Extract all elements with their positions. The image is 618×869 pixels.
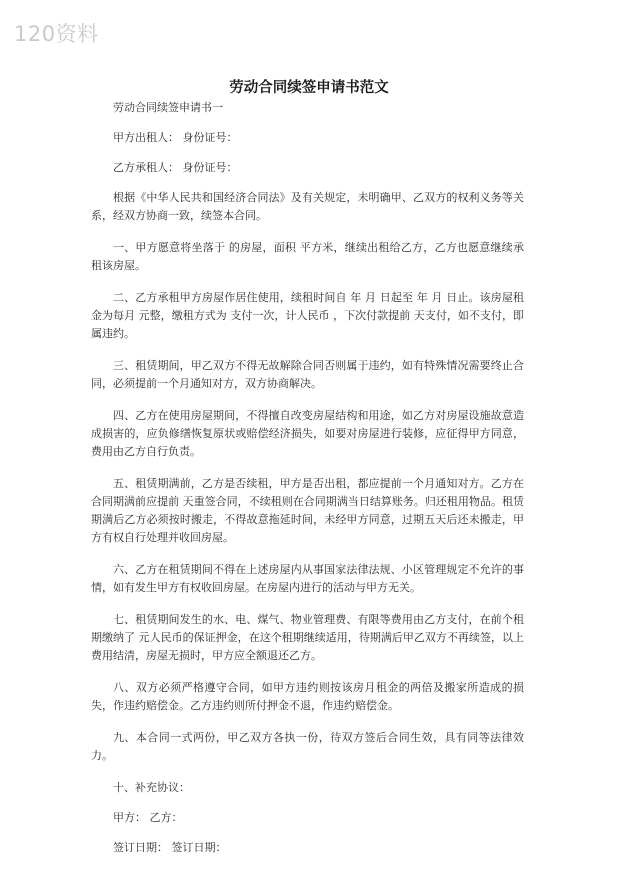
paragraph-clause-9: 九、本合同一式两份，甲乙双方各执一份，待双方签后合同生效，具有同等法律效力。 [91, 731, 524, 762]
paragraph-clause-6: 六、乙方在租赁期间不得在上述房屋内从事国家法律法规、小区管理规定不允许的事情，如有发生甲方有权收回房屋。在房屋内进行的活动与甲方无关。 [91, 563, 524, 594]
paragraph-subtitle: 劳动合同续签申请书一 [113, 101, 223, 114]
paragraph-sign-dates: 签订日期： 签订日期： [113, 841, 227, 854]
paragraph-clause-3: 三、租赁期间，甲乙双方不得无故解除合同否则属于违约，如有特殊情况需要终止合同，必须提前一个月通知对方，双方协商解决。 [91, 359, 524, 390]
paragraph-clause-10: 十、补充协议： [113, 781, 190, 794]
paragraph-lessor: 甲方出租人： 身份证号： [113, 131, 238, 144]
paragraph-clause-7: 七、租赁期间发生的水、电、煤气、物业管理费、有限等费用由乙方支付，在前个租期缴纳了 元人民币的保证押金，在这个租期继续适用，待期满后甲乙双方不再续签，以上费用结清，房屋无损时，甲方应全额退还乙方。 [91, 613, 524, 662]
paragraph-signatories: 甲方： 乙方： [113, 811, 183, 824]
paragraph-clause-4: 四、乙方在使用房屋期间，不得擅自改变房屋结构和用途，如乙方对房屋设施故意造成损害的，应负修缮恢复原状或赔偿经济损失，如要对房屋进行装修，应征得甲方同意，费用由乙方自行负责。 [91, 409, 524, 458]
paragraph-clause-1: 一、甲方愿意将坐落于 的房屋，面积 平方米，继续出租给乙方，乙方也愿意继续承租该房屋。 [91, 241, 524, 272]
paragraph-clause-5: 五、租赁期满前，乙方是否续租，甲方是否出租，都应提前一个月通知对方。乙方在合同期满前应提前 天重签合同，不续租则在合同期满当日结算账务。归还租用物品。租赁期满后乙方必须按时搬走，不得故意拖延时间，未经甲方同意，过期五天后还未搬走，甲方有权自行处理并收回房屋。 [91, 477, 524, 544]
watermark: 120资料 [14, 22, 99, 46]
paragraph-clause-8: 八、双方必须严格遵守合同，如甲方违约则按该房月租金的两倍及搬家所造成的损失，作违约赔偿金。乙方违约则所付押金不退，作违约赔偿金。 [91, 681, 524, 712]
document-body [91, 99, 524, 869]
paragraph-preamble: 根据《中华人民共和国经济合同法》及有关规定，未明确甲、乙双方的权利义务等关系，经双方协商一致，续签本合同。 [91, 191, 524, 222]
document-title: 劳动合同续签申请书范文 [229, 79, 389, 96]
paragraph-lessee: 乙方承租人： 身份证号： [113, 161, 238, 174]
paragraph-clause-2: 二、乙方承租甲方房屋作居住使用，续租时间自 年 月 日起至 年 月 日止。该房屋租金为每月 元整，缴租方式为 支付一次，计人民币 ，下次付款提前 天支付，如不支付，即属违约。 [91, 291, 524, 340]
